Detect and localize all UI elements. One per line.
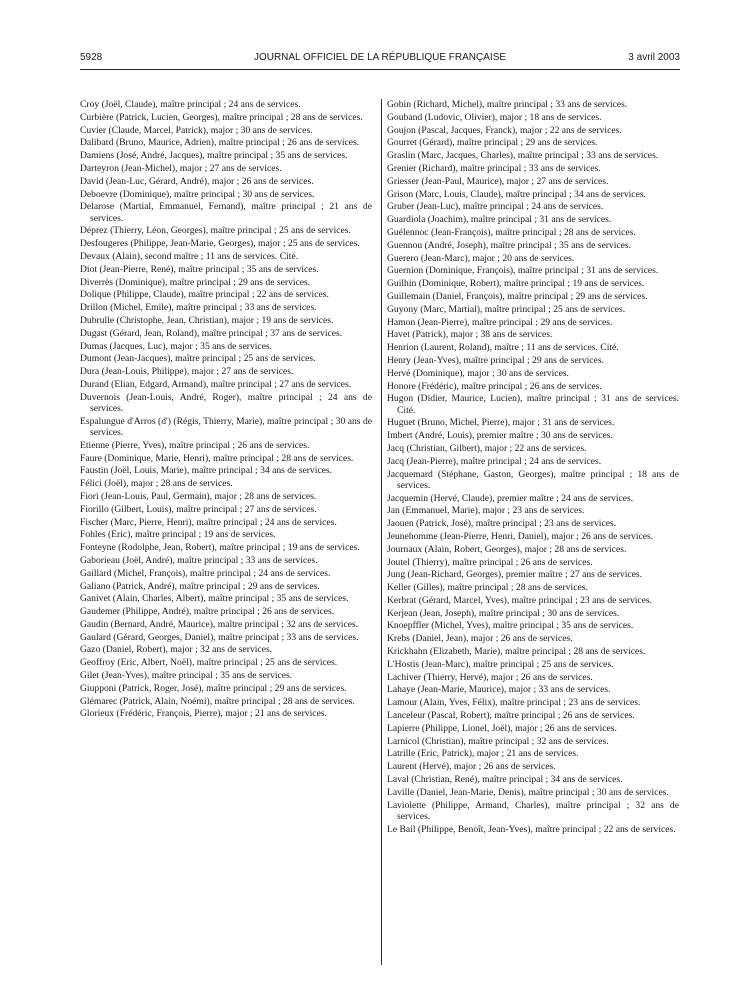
list-item: Havet (Patrick), major ; 38 ans de services. — [387, 329, 553, 341]
list-item: Jung (Jean-Richard, Georges), premier maître ; 27 ans de services. — [387, 569, 643, 581]
list-item: Jaouen (Patrick, José), maître principal ; 23 ans de services. — [387, 518, 617, 530]
list-item: Dumont (Jean-Jacques), maître principal ; 25 ans de services. — [80, 353, 316, 365]
list-item: Grison (Marc, Louis, Claude), maître principal ; 34 ans de services. — [387, 188, 646, 200]
list-item: Glémarec (Patrick, Alain, Noémi), maître principal ; 28 ans de services. — [80, 695, 355, 707]
list-item: Gaudemer (Philippe, André), maître principal ; 26 ans de services. — [80, 606, 335, 618]
list-item: Darteyron (Jean-Michel), major ; 27 ans de services. — [80, 162, 282, 174]
list-item: Laville (Daniel, Jean-Marie, Denis), maître principal ; 30 ans de services. — [387, 786, 669, 798]
list-item: Deboevre (Dominique), maître principal ; 30 ans de services. — [80, 188, 315, 200]
list-item: Ganivet (Alain, Charles, Albert), maître principal ; 35 ans de services. — [80, 593, 349, 605]
column-divider — [381, 99, 382, 965]
right-column — [387, 99, 679, 836]
list-item: Goujon (Pascal, Jacques, Franck), major ; 22 ans de services. — [387, 124, 622, 136]
list-item: Giupponi (Patrick, Roger, José), maître principal ; 29 ans de services. — [80, 682, 347, 694]
list-item: Jeunehomme (Jean-Pierre, Henri, Daniel), major ; 26 ans de services. — [387, 530, 654, 542]
list-item: Dumas (Jacques, Luc), major ; 35 ans de services. — [80, 340, 273, 352]
list-item: David (Jean-Luc, Gérard, André), major ; 26 ans de services. — [80, 175, 314, 187]
list-item: Imbert (André, Louis), premier maître ; 30 ans de services. — [387, 430, 613, 442]
list-item: Jacq (Jean-Pierre), maître principal ; 24 ans de services. — [387, 455, 602, 467]
page-number: 5928 — [80, 52, 103, 63]
list-item: Laurent (Hervé), major ; 26 ans de services. — [387, 761, 556, 773]
list-item: Etienne (Pierre, Yves), maître principal ; 26 ans de services. — [80, 439, 310, 451]
list-item: Keller (Gilles), maître principal ; 28 ans de services. — [387, 582, 588, 594]
list-item: Huguet (Bruno, Michel, Pierre), major ; 31 ans de services. — [387, 417, 615, 429]
list-item: Jacq (Christian, Gilbert), major ; 22 ans de services. — [387, 442, 587, 454]
list-item: Gaulard (Gérard, Georges, Daniel), maître principal ; 33 ans de services. — [80, 631, 359, 643]
list-item: Duvernois (Jean-Louis, André, Roger), maître principal ; 24 ans de services. — [80, 391, 372, 414]
list-item: Knoepffler (Michel, Yves), maître principal ; 35 ans de services. — [387, 620, 634, 632]
list-item: Cuvier (Claude, Marcel, Patrick), major ; 30 ans de services. — [80, 124, 313, 136]
list-item: Gazo (Daniel, Robert), major ; 32 ans de services. — [80, 644, 273, 656]
publication-date: 3 avril 2003 — [628, 52, 680, 63]
list-item: Dolique (Philippe, Claude), maître principal ; 22 ans de services. — [80, 289, 329, 301]
left-column — [80, 99, 372, 721]
list-item: Fiorillo (Gilbert, Louis), maître principal ; 27 ans de services. — [80, 503, 317, 515]
list-item: Guyony (Marc, Martial), maître principal ; 25 ans de services. — [387, 303, 626, 315]
list-item: Joutel (Thierry), maître principal ; 26 ans de services. — [387, 556, 593, 568]
list-item: Gaillard (Michel, François), maître principal ; 24 ans de services. — [80, 567, 331, 579]
list-item: Desfougeres (Philippe, Jean-Marie, Georges), major ; 25 ans de services. — [80, 238, 360, 250]
list-item: Krebs (Daniel, Jean), major ; 26 ans de services. — [387, 633, 573, 645]
list-item: Curbière (Patrick, Lucien, Georges), maître principal ; 28 ans de services. — [80, 111, 363, 123]
list-item: Gilet (Jean-Yves), maître principal ; 35 ans de services. — [80, 670, 293, 682]
list-item: Fischer (Marc, Pierre, Henri), maître principal ; 24 ans de services. — [80, 516, 337, 528]
list-item: Faustin (Joël, Louis, Marie), maître principal ; 34 ans de services. — [80, 465, 333, 477]
list-item: Delarose (Martial, Emmanuel, Fernand), maître principal ; 21 ans de services. — [80, 201, 372, 224]
list-item: Griesser (Jean-Paul, Maurice), major ; 27 ans de services. — [387, 175, 609, 187]
list-item: Dugast (Gérard, Jean, Roland), maître principal ; 37 ans de services. — [80, 327, 343, 339]
list-item: Gaborieau (Joël, André), maître principal ; 33 ans de services. — [80, 554, 318, 566]
list-item: Lapierre (Philippe, Lionel, Joël), major ; 26 ans de services. — [387, 722, 617, 734]
list-item: Lahaye (Jean-Marie, Maurice), major ; 33 ans de services. — [387, 684, 611, 696]
list-item: Fiori (Jean-Louis, Paul, Germain), major ; 28 ans de services. — [80, 490, 317, 502]
list-item: Lanceleur (Pascal, Robert), maître principal ; 26 ans de services. — [387, 710, 635, 722]
list-item: Hervé (Dominique), major ; 30 ans de services. — [387, 367, 569, 379]
page-header — [80, 52, 680, 66]
list-item: Galiano (Patrick, André), maître principal ; 29 ans de services. — [80, 580, 320, 592]
list-item: Diot (Jean-Pierre, René), maître principal ; 35 ans de services. — [80, 263, 319, 275]
list-item: Fohles (Eric), maître principal ; 19 ans de services. — [80, 529, 276, 541]
list-item: Gourret (Gérard), maître principal ; 29 ans de services. — [387, 137, 598, 149]
list-item: Durand (Elian, Edgard, Armand), maître principal ; 27 ans de services. — [80, 378, 352, 390]
list-item: Le Bail (Philippe, Benoît, Jean-Yves), maître principal ; 22 ans de services. — [387, 823, 676, 835]
list-item: Henrion (Laurent, Roland), maître ; 11 ans de services. Cité. — [387, 342, 619, 354]
list-item: Félici (Joël), major ; 28 ans de services. — [80, 478, 233, 490]
list-item: Guardiola (Joachim), maître principal ; 31 ans de services. — [387, 214, 612, 226]
list-item: Honore (Frédéric), maître principal ; 26 ans de services. — [387, 380, 602, 392]
list-item: Grenier (Richard), maître principal ; 33 ans de services. — [387, 162, 601, 174]
list-item: Drillon (Michel, Emile), maître principal ; 33 ans de services. — [80, 302, 317, 314]
list-item: Dubrulle (Christophe, Jean, Christian), major ; 19 ans de services. — [80, 314, 334, 326]
list-item: Kerbrat (Gérard, Marcel, Yves), maître principal ; 23 ans de services. — [387, 594, 653, 606]
list-item: Jacquemard (Stéphane, Gaston, Georges), maître principal ; 18 ans de services. — [387, 468, 679, 491]
list-item: Guillemain (Daniel, François), maître principal ; 29 ans de services. — [387, 290, 648, 302]
list-item: Gruber (Jean-Luc), maître principal ; 24 ans de services. — [387, 201, 604, 213]
list-item: Larnicol (Christian), maître principal ; 32 ans de services. — [387, 735, 609, 747]
list-item: Hugon (Didier, Maurice, Lucien), maître principal ; 31 ans de services. Cité. — [387, 393, 679, 416]
list-item: Gobin (Richard, Michel), maître principal ; 33 ans de services. — [387, 99, 628, 110]
list-item: Faure (Dominique, Marie, Henri), maître principal ; 28 ans de services. — [80, 452, 354, 464]
list-item: Guélennoc (Jean-François), maître principal ; 28 ans de services. — [387, 226, 636, 238]
list-item: Jan (Emmanuel, Marie), major ; 23 ans de services. — [387, 505, 585, 517]
list-item: Lachiver (Thierry, Hervé), major ; 26 ans de services. — [387, 671, 593, 683]
list-item: Fonteyne (Rodolphe, Jean, Robert), maître principal ; 19 ans de services. — [80, 542, 360, 554]
list-item: Guennou (André, Joseph), maître principal ; 35 ans de services. — [387, 239, 632, 251]
list-item: Graslin (Marc, Jacques, Charles), maître principal ; 33 ans de services. — [387, 150, 659, 162]
list-item: Croy (Joël, Claude), maître principal ; 24 ans de services. — [80, 99, 301, 110]
list-item: Damiens (José, André, Jacques), maître principal ; 35 ans de services. — [80, 150, 348, 162]
list-item: Krickhahn (Elizabeth, Marie), maître principal ; 28 ans de services. — [387, 646, 646, 658]
list-item: Devaux (Alain), second maître ; 11 ans de services. Cité. — [80, 250, 299, 262]
list-item: Guerero (Jean-Marc), major ; 20 ans de services. — [387, 252, 575, 264]
list-item: Gouband (Ludovic, Olivier), major ; 18 ans de services. — [387, 111, 602, 123]
list-item: Gaudin (Bernard, André, Maurice), maître principal ; 32 ans de services. — [80, 618, 359, 630]
list-item: Henry (Jean-Yves), maître principal ; 29 ans de services. — [387, 354, 604, 366]
list-item: Espalungue d'Arros (d') (Régis, Thierry, Marie), maître principal ; 30 ans de services. — [80, 415, 372, 438]
list-item: Guilhin (Dominique, Robert), maître principal ; 19 ans de services. — [387, 278, 645, 290]
list-item: Geoffroy (Eric, Albert, Noël), maître principal ; 25 ans de services. — [80, 657, 338, 669]
list-item: Jacquemin (Hervé, Claude), premier maître ; 24 ans de services. — [387, 492, 634, 504]
list-item: Dura (Jean-Louis, Philippe), major ; 27 ans de services. — [80, 366, 294, 378]
list-item: Diverrès (Dominique), maître principal ; 29 ans de services. — [80, 276, 311, 288]
list-item: Lamour (Alain, Yves, Félix), maître principal ; 23 ans de services. — [387, 697, 641, 709]
list-item: Kerjean (Jean, Joseph), maître principal ; 30 ans de services. — [387, 607, 620, 619]
list-item: Latrille (Eric, Patrick), major ; 21 ans de services. — [387, 748, 579, 760]
list-item: Guernion (Dominique, François), maître principal ; 31 ans de services. — [387, 265, 659, 277]
list-item: Dalibard (Bruno, Maurice, Adrien), maître principal ; 26 ans de services. — [80, 137, 360, 149]
list-item: Journaux (Alain, Robert, Georges), major ; 28 ans de services. — [387, 543, 627, 555]
list-item: L'Hostis (Jean-Marc), maître principal ; 25 ans de services. — [387, 658, 614, 670]
list-item: Laval (Christian, René), maître principal ; 34 ans de services. — [387, 774, 623, 786]
list-item: Déprez (Thierry, Léon, Georges), maître principal ; 25 ans de services. — [80, 225, 351, 237]
list-item: Glorieux (Frédéric, François, Pierre), major ; 21 ans de services. — [80, 708, 327, 720]
header-rule — [80, 69, 680, 70]
list-item: Hamon (Jean-Pierre), maître principal ; 29 ans de services. — [387, 316, 613, 328]
list-item: Laviolette (Philippe, Armand, Charles), maître principal ; 32 ans de services. — [387, 799, 679, 822]
journal-title: JOURNAL OFFICIEL DE LA RÉPUBLIQUE FRANÇAISE — [253, 52, 507, 63]
